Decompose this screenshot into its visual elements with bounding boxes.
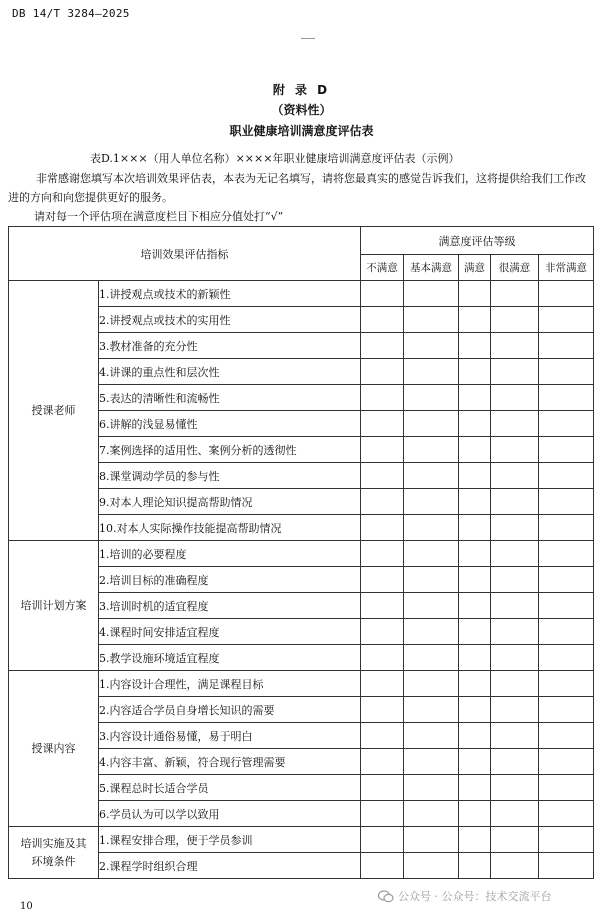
indicator-item: 5.教学设施环境适宜程度: [99, 645, 361, 671]
rating-cell[interactable]: [539, 541, 594, 567]
indicator-item: 6.讲解的浅显易懂性: [99, 411, 361, 437]
rating-cell[interactable]: [404, 671, 459, 697]
category-cell: 授课老师: [9, 281, 99, 541]
rating-cell[interactable]: [491, 645, 539, 671]
rating-cell[interactable]: [361, 541, 404, 567]
indicator-item: 8.课堂调动学员的参与性: [99, 463, 361, 489]
indicator-item: 2.内容适合学员自身增长知识的需要: [99, 697, 361, 723]
rating-cell[interactable]: [539, 827, 594, 853]
rating-cell[interactable]: [361, 307, 404, 333]
indicator-item: 5.课程总时长适合学员: [99, 775, 361, 801]
evaluation-table-body: [9, 281, 594, 879]
watermark: [378, 888, 552, 904]
rating-cell[interactable]: [404, 593, 459, 619]
indicator-item: 3.内容设计通俗易懂，易于明白: [99, 723, 361, 749]
rating-cell[interactable]: [459, 281, 491, 307]
rating-cell[interactable]: [404, 645, 459, 671]
rating-cell[interactable]: [459, 515, 491, 541]
rating-cell[interactable]: [491, 853, 539, 879]
indicator-item: 2.课程学时组织合理: [99, 853, 361, 879]
rating-cell[interactable]: [539, 385, 594, 411]
rating-cell[interactable]: [539, 359, 594, 385]
category-cell: 培训计划方案: [9, 541, 99, 671]
level-extremely-satisfied: 非常满意: [539, 255, 594, 281]
rating-cell[interactable]: [404, 333, 459, 359]
rating-cell[interactable]: [404, 437, 459, 463]
page-number: 10: [20, 901, 33, 912]
rating-cell[interactable]: [404, 489, 459, 515]
rating-cell[interactable]: [491, 541, 539, 567]
rating-cell[interactable]: [539, 411, 594, 437]
table-row: [9, 671, 594, 697]
rating-cell[interactable]: [361, 333, 404, 359]
rating-cell[interactable]: [491, 723, 539, 749]
rating-cell[interactable]: [404, 697, 459, 723]
rating-cell[interactable]: [491, 827, 539, 853]
indicator-item: 1.讲授观点或技术的新颖性: [99, 281, 361, 307]
rating-cell[interactable]: [459, 801, 491, 827]
rating-cell[interactable]: [491, 749, 539, 775]
rating-cell[interactable]: [539, 567, 594, 593]
table-row: [9, 827, 594, 853]
rating-cell[interactable]: [361, 801, 404, 827]
rating-cell[interactable]: [361, 385, 404, 411]
rating-cell[interactable]: [491, 411, 539, 437]
appendix-label: 附 录 D: [272, 83, 331, 97]
rating-cell[interactable]: [361, 723, 404, 749]
rating-cell[interactable]: [539, 463, 594, 489]
rating-cell[interactable]: [539, 593, 594, 619]
rating-cell[interactable]: [361, 619, 404, 645]
rating-cell[interactable]: [404, 749, 459, 775]
rating-cell[interactable]: [361, 697, 404, 723]
rating-cell[interactable]: [459, 827, 491, 853]
rating-cell[interactable]: [404, 359, 459, 385]
rating-cell[interactable]: [459, 411, 491, 437]
rating-cell[interactable]: [491, 801, 539, 827]
rating-cell[interactable]: [459, 385, 491, 411]
rating-cell[interactable]: [361, 359, 404, 385]
level-basically-satisfied: 基本满意: [404, 255, 459, 281]
indicator-header: 培训效果评估指标: [9, 227, 361, 281]
indicator-item: 1.培训的必要程度: [99, 541, 361, 567]
watermark-text: 公众号 · 公众号：技术交流平台: [398, 890, 552, 903]
rating-cell[interactable]: [539, 515, 594, 541]
rating-cell[interactable]: [404, 541, 459, 567]
indicator-item: 1.课程安排合理，便于学员参训: [99, 827, 361, 853]
standard-code: DB 14/T 3284—2025: [12, 7, 130, 20]
rating-cell[interactable]: [404, 385, 459, 411]
rating-cell[interactable]: [491, 671, 539, 697]
level-very-satisfied: 很满意: [491, 255, 539, 281]
rating-cell[interactable]: [361, 749, 404, 775]
rating-cell[interactable]: [491, 515, 539, 541]
rating-cell[interactable]: [404, 281, 459, 307]
rating-cell[interactable]: [404, 619, 459, 645]
level-satisfied: 满意: [459, 255, 491, 281]
rating-cell[interactable]: [539, 333, 594, 359]
rating-cell[interactable]: [361, 281, 404, 307]
rating-cell[interactable]: [361, 515, 404, 541]
rating-cell[interactable]: [459, 723, 491, 749]
rating-cell[interactable]: [361, 645, 404, 671]
indicator-item: 10.对本人实际操作技能提高帮助情况: [99, 515, 361, 541]
rating-cell[interactable]: [459, 359, 491, 385]
indicator-item: 4.内容丰富、新颖，符合现行管理需要: [99, 749, 361, 775]
rating-cell[interactable]: [459, 619, 491, 645]
indicator-item: 3.培训时机的适宜程度: [99, 593, 361, 619]
rating-cell[interactable]: [404, 411, 459, 437]
intro-paragraph: 非常感谢您填写本次培训效果评估表，本表为无记名填写，请将您最真实的感觉告诉我们，这将提供给我们工作改进的方向和向您提供更好的服务。: [8, 172, 586, 204]
rating-cell[interactable]: [491, 775, 539, 801]
rating-cell[interactable]: [459, 463, 491, 489]
header-divider: [301, 38, 315, 39]
rating-cell[interactable]: [491, 697, 539, 723]
rating-cell[interactable]: [459, 437, 491, 463]
rating-cell[interactable]: [404, 775, 459, 801]
rating-cell[interactable]: [459, 749, 491, 775]
rating-cell[interactable]: [361, 853, 404, 879]
rating-cell[interactable]: [404, 567, 459, 593]
indicator-item: 4.课程时间安排适宜程度: [99, 619, 361, 645]
rating-cell[interactable]: [459, 567, 491, 593]
rating-cell[interactable]: [539, 619, 594, 645]
rating-cell[interactable]: [459, 853, 491, 879]
instruction-text: 请对每一个评估项在满意度栏目下相应分值处打“√”: [34, 210, 284, 223]
rating-cell[interactable]: [361, 567, 404, 593]
rating-cell[interactable]: [404, 463, 459, 489]
rating-cell[interactable]: [361, 775, 404, 801]
rating-cell[interactable]: [361, 411, 404, 437]
indicator-item: 2.培训目标的准确程度: [99, 567, 361, 593]
rating-cell[interactable]: [459, 541, 491, 567]
rating-cell[interactable]: [459, 775, 491, 801]
rating-cell[interactable]: [491, 307, 539, 333]
rating-cell[interactable]: [361, 489, 404, 515]
level-dissatisfied: 不满意: [361, 255, 404, 281]
rating-cell[interactable]: [491, 333, 539, 359]
rating-cell[interactable]: [491, 567, 539, 593]
rating-cell[interactable]: [459, 333, 491, 359]
rating-cell[interactable]: [539, 437, 594, 463]
rating-cell[interactable]: [539, 489, 594, 515]
evaluation-table: [8, 226, 594, 879]
rating-cell[interactable]: [539, 697, 594, 723]
rating-cell[interactable]: [539, 853, 594, 879]
rating-cell[interactable]: [539, 775, 594, 801]
rating-cell[interactable]: [491, 437, 539, 463]
rating-cell[interactable]: [459, 697, 491, 723]
rating-cell[interactable]: [539, 671, 594, 697]
rating-cell[interactable]: [491, 281, 539, 307]
category-line: 培训实施及其: [20, 836, 87, 850]
rating-cell[interactable]: [539, 801, 594, 827]
rating-cell[interactable]: [491, 359, 539, 385]
rating-cell[interactable]: [539, 749, 594, 775]
category-cell: 授课内容: [9, 671, 99, 827]
rating-cell[interactable]: [404, 515, 459, 541]
rating-cell[interactable]: [361, 671, 404, 697]
appendix-title: 职业健康培训满意度评估表: [229, 124, 374, 138]
rating-cell[interactable]: [404, 723, 459, 749]
rating-cell[interactable]: [539, 307, 594, 333]
table-caption: 表D.1×××（用人单位名称）××××年职业健康培训满意度评估表（示例）: [90, 152, 460, 165]
rating-cell[interactable]: [539, 645, 594, 671]
indicator-item: 9.对本人理论知识提高帮助情况: [99, 489, 361, 515]
rating-cell[interactable]: [361, 437, 404, 463]
indicator-item: 4.讲课的重点性和层次性: [99, 359, 361, 385]
rating-cell[interactable]: [491, 385, 539, 411]
indicator-item: 1.内容设计合理性，满足课程目标: [99, 671, 361, 697]
category-cell: [9, 827, 99, 879]
rating-cell[interactable]: [361, 593, 404, 619]
rating-cell[interactable]: [491, 619, 539, 645]
appendix-nature: （资料性）: [271, 103, 332, 117]
rating-cell[interactable]: [539, 723, 594, 749]
rating-cell[interactable]: [404, 801, 459, 827]
rating-cell[interactable]: [491, 463, 539, 489]
indicator-item: 5.表达的清晰性和流畅性: [99, 385, 361, 411]
indicator-item: 6.学员认为可以学以致用: [99, 801, 361, 827]
rating-cell[interactable]: [459, 593, 491, 619]
rating-cell[interactable]: [539, 281, 594, 307]
wechat-icon: [378, 890, 394, 903]
indicator-item: 3.教材准备的充分性: [99, 333, 361, 359]
category-line: 环境条件: [31, 854, 76, 868]
rating-cell[interactable]: [459, 645, 491, 671]
rating-cell[interactable]: [459, 489, 491, 515]
satisfaction-level-header: 满意度评估等级: [361, 227, 594, 255]
indicator-item: 2.讲授观点或技术的实用性: [99, 307, 361, 333]
table-row: [9, 281, 594, 307]
rating-cell[interactable]: [459, 671, 491, 697]
rating-cell[interactable]: [404, 827, 459, 853]
rating-cell[interactable]: [491, 489, 539, 515]
indicator-item: 7.案例选择的适用性、案例分析的透彻性: [99, 437, 361, 463]
table-row: [9, 541, 594, 567]
rating-cell[interactable]: [361, 827, 404, 853]
rating-cell[interactable]: [404, 307, 459, 333]
rating-cell[interactable]: [459, 307, 491, 333]
rating-cell[interactable]: [491, 593, 539, 619]
rating-cell[interactable]: [361, 463, 404, 489]
rating-cell[interactable]: [404, 853, 459, 879]
